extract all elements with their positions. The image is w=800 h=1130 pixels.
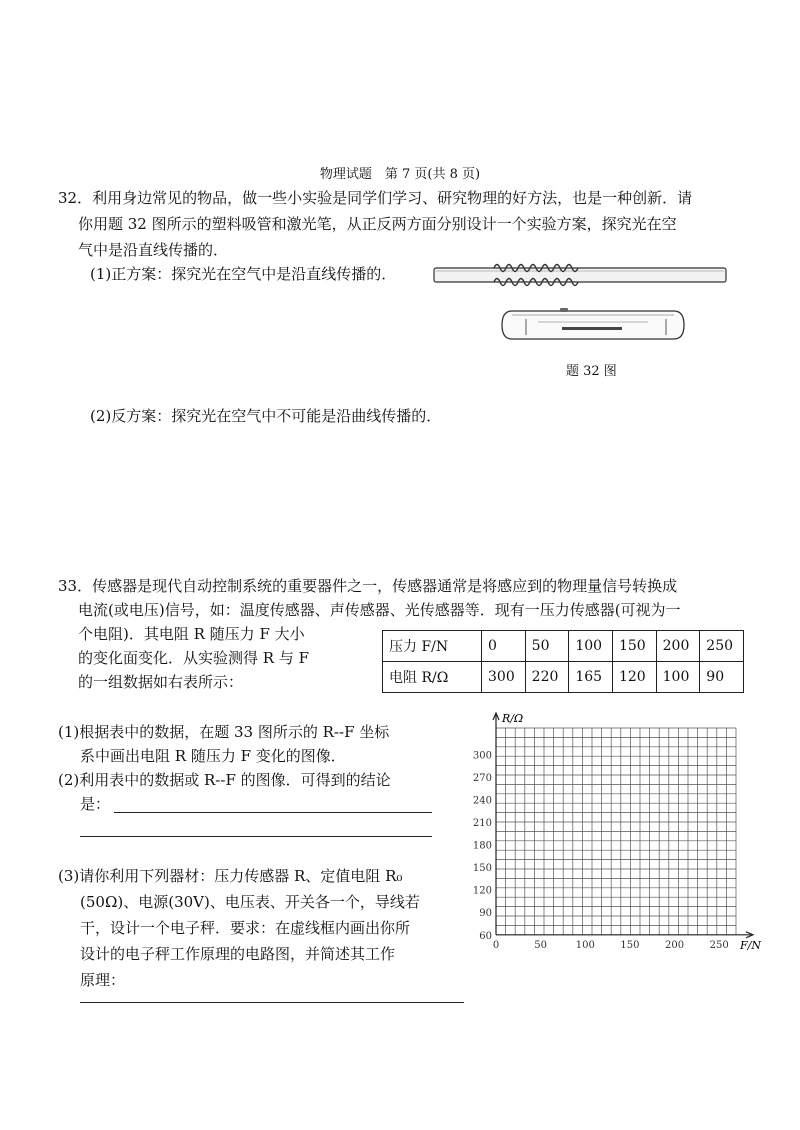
answer-line[interactable] (114, 812, 432, 813)
q33-p3-line4: 设计的电子秤工作原理的电路图，并简述其工作 (80, 945, 396, 963)
table-cell: 150 (612, 631, 656, 662)
x-axis-label: F/N (740, 938, 761, 952)
page-header: 物理试题 第 7 页(共 8 页) (319, 167, 481, 182)
x-tick-label: 0 (492, 939, 500, 951)
y-tick-label: 300 (472, 750, 492, 762)
q32-part1: (1)正方案：探究光在空气中是沿直线传播的． (90, 265, 397, 283)
q33-p2-line1: (2)利用表中的数据或 R--F 的图像．可得到的结论 (58, 771, 391, 789)
figure32-caption: 题 32 图 (566, 364, 617, 379)
q33-line3: 个电阻)．其电阻 R 随压力 F 大小 (78, 625, 305, 643)
answer-line[interactable] (80, 836, 432, 837)
q33-p1-line2: 系中画出电阻 R 随压力 F 变化的图像． (80, 747, 346, 765)
q32-line2: 你用题 32 图所示的塑料吸管和激光笔，从正反两方面分别设计一个实验方案，探究光在空 (78, 215, 677, 233)
y-tick-label: 120 (472, 885, 492, 897)
y-axis-label: R/Ω (502, 712, 524, 725)
table-header-force: 压力 F/N (383, 631, 482, 662)
table-cell: 0 (482, 631, 526, 662)
q33-line5: 的一组数据如右表所示： (78, 673, 244, 691)
y-tick-label: 60 (479, 930, 492, 942)
laser-icon (498, 305, 688, 345)
table-cell: 300 (482, 662, 526, 693)
x-tick-label: 50 (534, 939, 548, 951)
q33-p1-line1: (1)根据表中的数据，在题 33 图所示的 R--F 坐标 (58, 723, 390, 741)
x-tick-label: 250 (709, 939, 729, 951)
y-tick-label: 240 (472, 795, 492, 807)
q32-line3: 气中是沿直线传播的． (78, 241, 229, 259)
q32-part2: (2)反方案：探究光在空气中不可能是沿曲线传播的． (90, 407, 442, 425)
y-tick-label: 270 (472, 772, 492, 784)
rf-coordinate-grid (460, 710, 770, 960)
q32-line1: 32．利用身边常见的物品，做一些小实验是同学们学习、研究物理的好方法，也是一种创新．请 (58, 189, 693, 207)
tick-labels (473, 750, 729, 950)
y-tick-label: 150 (472, 863, 492, 875)
grid-lines (496, 728, 736, 935)
table-cell: 120 (612, 662, 656, 693)
q33-p3-line1: (3)请你利用下列器材：压力传感器 R、定值电阻 R₀ (58, 867, 403, 885)
straw-icon (432, 258, 732, 290)
y-tick-label: 90 (479, 908, 492, 920)
table-cell: 90 (700, 662, 744, 693)
x-tick-label: 150 (620, 939, 640, 951)
data-table (382, 630, 744, 693)
answer-line[interactable] (80, 1002, 464, 1003)
q33-p3-line3: 干，设计一个电子秤．要求：在虚线框内画出你所 (80, 919, 411, 937)
table-cell: 250 (700, 631, 744, 662)
y-tick-label: 180 (472, 840, 492, 852)
q33-line2: 电流(或电压)信号，如：温度传感器、声传感器、光传感器等．现有一压力传感器(可视为一 (78, 601, 681, 619)
table-cell: 50 (525, 631, 569, 662)
x-tick-label: 200 (665, 939, 685, 951)
table-row-resistance (383, 662, 744, 693)
table-cell: 165 (569, 662, 613, 693)
table-cell: 100 (569, 631, 613, 662)
q33-p3-line5: 原理： (80, 971, 126, 989)
table-header-resistance: 电阻 R/Ω (383, 662, 482, 693)
q33-p2-line2: 是： (80, 795, 111, 813)
q33-p3-line2: (50Ω)、电源(30V)、电压表、开关各一个，导线若 (80, 893, 420, 911)
table-cell: 100 (656, 662, 700, 693)
table-cell: 220 (525, 662, 569, 693)
q33-line1: 33．传感器是现代自动控制系统的重要器件之一，传感器通常是将感应到的物理量信号转换成 (58, 577, 678, 595)
table-row-force (383, 631, 744, 662)
x-tick-label: 100 (575, 939, 595, 951)
y-tick-label: 210 (472, 818, 492, 829)
q33-line4: 的变化面变化．从实验测得 R 与 F (78, 649, 310, 667)
table-cell: 200 (656, 631, 700, 662)
